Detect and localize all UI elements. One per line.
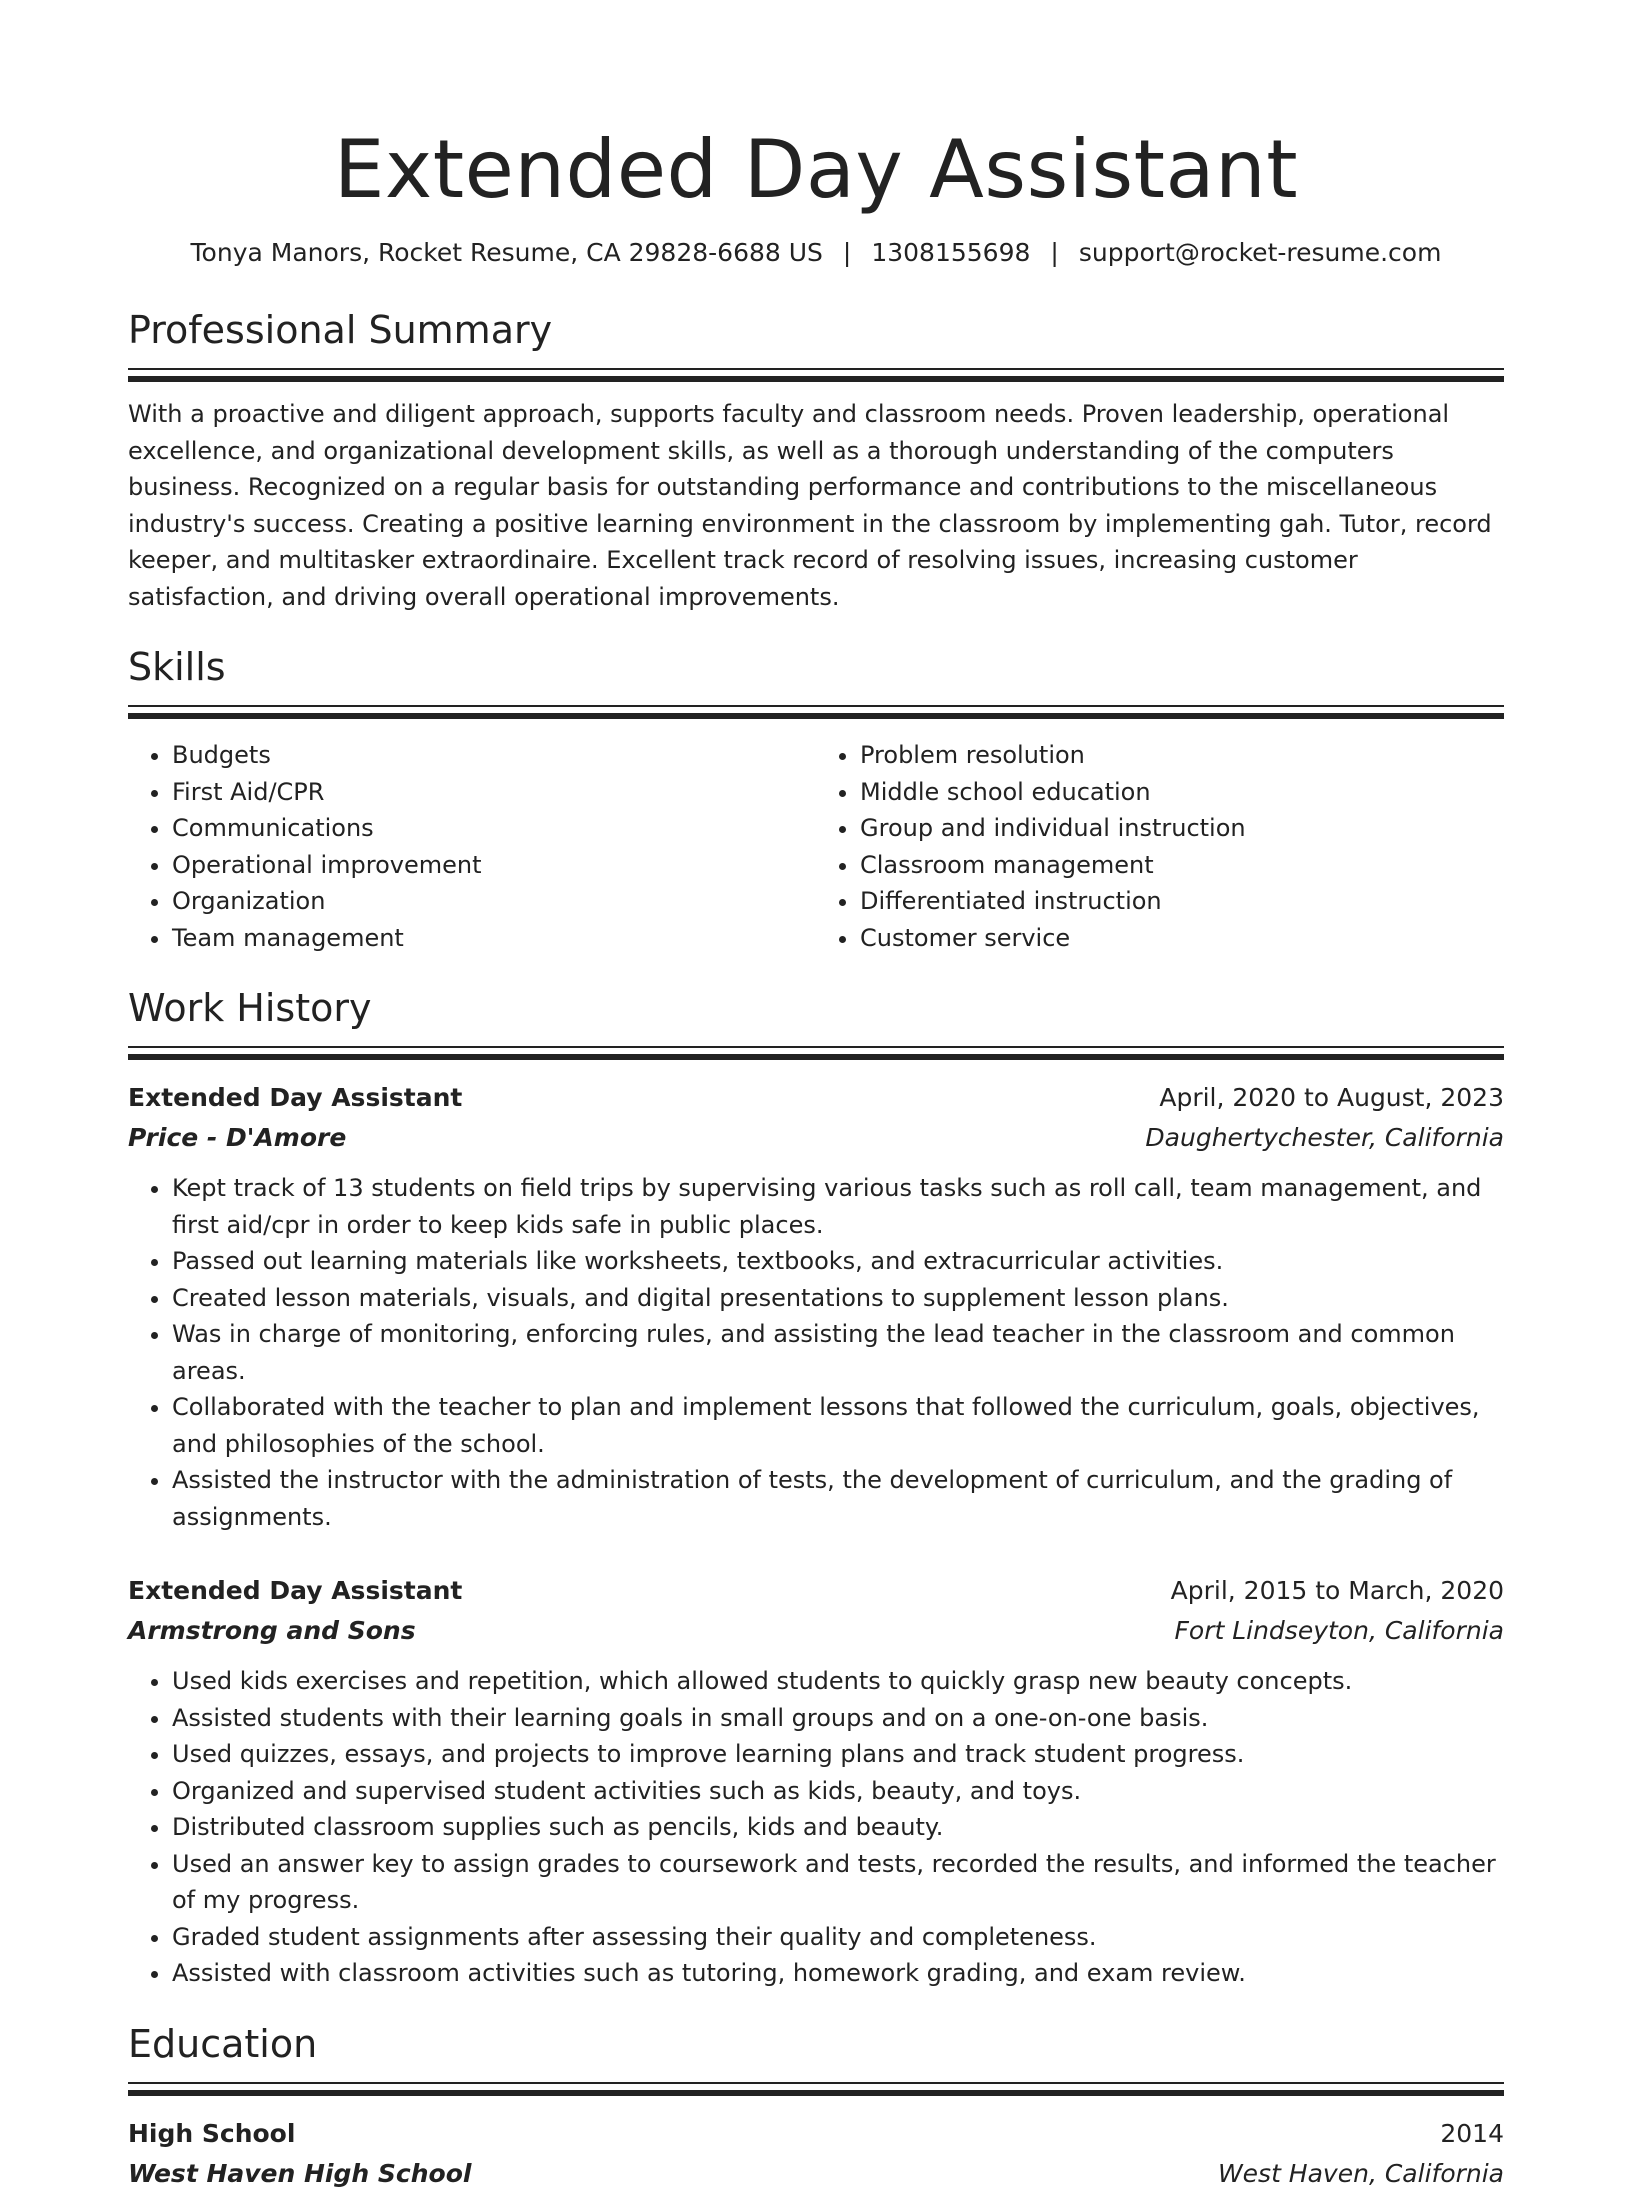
skills-list-left — [128, 737, 816, 956]
job-header — [128, 1078, 1504, 1118]
job-title: Extended Day Assistant — [128, 1083, 463, 1112]
skill-item: • Classroom management — [860, 847, 1504, 884]
skill-item: • First Aid/CPR — [172, 774, 816, 811]
job-entry — [128, 1571, 1504, 1992]
skill-item: • Differentiated instruction — [860, 883, 1504, 920]
job-bullet: • Distributed classroom supplies such as pencils, kids and beauty. — [172, 1809, 1504, 1846]
education-entry — [128, 2114, 1504, 2194]
job-bullet: • Organized and supervised student activities such as kids, beauty, and toys. — [172, 1773, 1504, 1810]
job-bullet: • Collaborated with the teacher to plan and implement lessons that followed the curriculum, goals, objectives, and philosophies of the school. — [172, 1389, 1504, 1462]
skill-item: • Customer service — [860, 920, 1504, 957]
summary-text: With a proactive and diligent approach, supports faculty and classroom needs. Proven leadership, operational excellence, and organizational development skills, as well as a thorough understanding of the computers business. Recognized on a regular basis for outstanding performance and contributions to the miscellaneous industry's success. Creating a positive learning environment in the classroom by implementing gah. Tutor, record keeper, and multitasker extraordinaire. Excellent track record of resolving issues, increasing customer satisfaction, and driving overall operational improvements. — [128, 400, 1492, 611]
job-location: Fort Lindseyton, California — [1174, 1616, 1504, 1645]
education-header — [128, 2114, 1504, 2154]
education-degree: High School — [128, 2118, 296, 2148]
contact-line — [128, 236, 1504, 270]
job-bullets — [128, 1663, 1504, 1992]
education-location: West Haven, California — [1217, 2158, 1504, 2188]
skills-list-right — [816, 737, 1504, 956]
job-bullet: • Passed out learning materials like worksheets, textbooks, and extracurricular activities. — [172, 1243, 1504, 1280]
job-bullets — [128, 1170, 1504, 1535]
section-heading-summary: Professional Summary — [128, 308, 553, 352]
contact-separator: | — [842, 238, 852, 267]
contact-separator: | — [1050, 238, 1059, 267]
skill-item: • Problem resolution — [860, 737, 1504, 774]
contact-address: Tonya Manors, Rocket Resume, CA 29828-6688 US — [190, 238, 823, 267]
job-bullet: • Assisted students with their learning goals in small groups and on a one-on-one basis. — [172, 1700, 1504, 1737]
job-bullet: • Used an answer key to assign grades to coursework and tests, recorded the results, and informed the teacher of my progress. — [172, 1846, 1504, 1919]
skills-columns — [128, 737, 1504, 956]
contact-phone: 1308155698 — [871, 238, 1031, 267]
section-divider — [128, 368, 1504, 382]
job-bullet: • Assisted the instructor with the administration of tests, the development of curriculum, and the grading of assignments. — [172, 1462, 1504, 1535]
section-divider — [128, 2082, 1504, 2096]
job-bullet: • Used quizzes, essays, and projects to improve learning plans and track student progress. — [172, 1736, 1504, 1773]
job-entry — [128, 1078, 1504, 1535]
job-bullet: • Was in charge of monitoring, enforcing rules, and assisting the lead teacher in the classroom and common areas. — [172, 1316, 1504, 1389]
job-company: Price - D'Amore — [128, 1123, 347, 1152]
job-title: Extended Day Assistant — [128, 1576, 463, 1605]
skill-item: • Middle school education — [860, 774, 1504, 811]
education-subheader — [128, 2154, 1504, 2194]
section-heading-skills: Skills — [128, 645, 226, 689]
contact-email: support@rocket-resume.com — [1078, 238, 1442, 267]
skill-item: • Group and individual instruction — [860, 810, 1504, 847]
section-heading-work: Work History — [128, 986, 372, 1030]
job-subheader — [128, 1611, 1504, 1651]
resume-title: Extended Day Assistant — [333, 123, 1299, 216]
education-section — [128, 2020, 1504, 2194]
skill-item: • Organization — [172, 883, 816, 920]
skills-section — [128, 643, 1504, 956]
skill-item: • Operational improvement — [172, 847, 816, 884]
job-location: Daughertychester, California — [1145, 1123, 1504, 1152]
education-year: 2014 — [1440, 2118, 1504, 2148]
job-bullet: • Used kids exercises and repetition, which allowed students to quickly grasp new beauty concepts. — [172, 1663, 1504, 1700]
job-bullet: • Graded student assignments after assessing their quality and completeness. — [172, 1919, 1504, 1956]
job-subheader — [128, 1118, 1504, 1158]
job-dates: April, 2020 to August, 2023 — [1159, 1083, 1504, 1112]
job-bullet: • Assisted with classroom activities such as tutoring, homework grading, and exam review. — [172, 1955, 1504, 1992]
section-divider — [128, 1046, 1504, 1060]
section-heading-education: Education — [128, 2021, 318, 2066]
work-section — [128, 984, 1504, 1992]
job-bullet: • Created lesson materials, visuals, and digital presentations to supplement lesson plans. — [172, 1280, 1504, 1317]
skill-item: • Team management — [172, 920, 816, 957]
job-company: Armstrong and Sons — [128, 1616, 416, 1645]
job-dates: April, 2015 to March, 2020 — [1170, 1576, 1504, 1605]
section-divider — [128, 705, 1504, 719]
job-header — [128, 1571, 1504, 1611]
education-school: West Haven High School — [128, 2158, 472, 2188]
skill-item: • Budgets — [172, 737, 816, 774]
summary-section — [128, 306, 1504, 615]
job-bullet: • Kept track of 13 students on field trips by supervising various tasks such as roll call, team management, and first aid/cpr in order to keep kids safe in public places. — [172, 1170, 1504, 1243]
skill-item: • Communications — [172, 810, 816, 847]
